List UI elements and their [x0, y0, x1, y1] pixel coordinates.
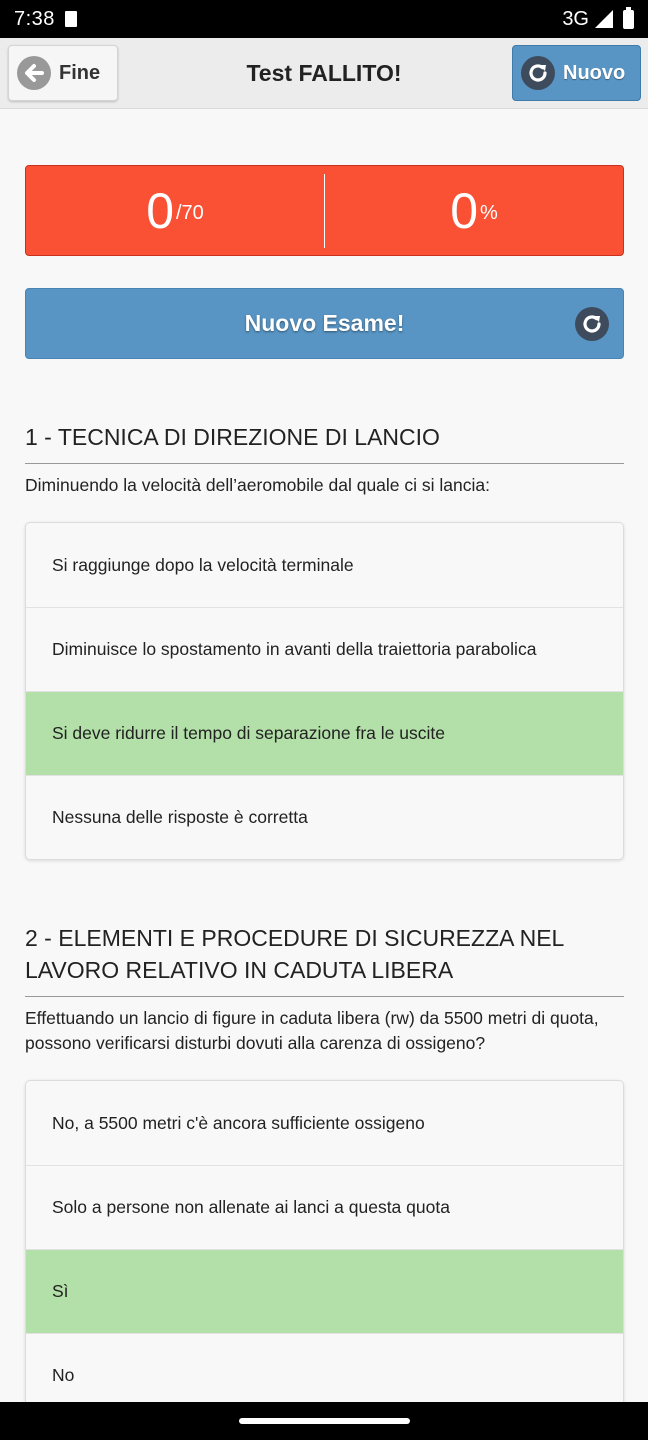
answer-option[interactable]: No, a 5500 metri c'è ancora sufficiente ossigeno — [52, 1112, 425, 1133]
score-total: /70 — [176, 202, 204, 224]
answer-list — [25, 522, 624, 860]
answer-option[interactable]: Nessuna delle risposte è corretta — [26, 775, 623, 859]
answer-list — [25, 1080, 624, 1420]
question-text: Diminuendo la velocità dell’aeromobile dal quale ci si lancia: — [25, 475, 490, 495]
question-text: Effettuando un lancio di figure in caduta libera (rw) da 5500 metri di quota, possono verificarsi disturbi dovuti alla carenza di ossigeno? — [25, 1008, 599, 1053]
sd-card-icon — [65, 11, 77, 27]
back-button-label: Fine — [59, 61, 101, 84]
battery-icon — [623, 10, 634, 29]
score-box — [25, 165, 624, 256]
refresh-icon — [521, 56, 555, 90]
answer-option-correct[interactable]: Si deve ridurre il tempo di separazione fra le uscite — [26, 691, 623, 775]
new-test-button[interactable] — [512, 45, 641, 101]
status-right — [562, 8, 634, 31]
score-correct: 0 — [146, 182, 174, 239]
status-time: 7:38 — [14, 7, 55, 30]
new-test-button-label: Nuovo — [563, 61, 626, 84]
signal-icon — [595, 10, 613, 28]
question-divider — [25, 996, 624, 997]
answer-option[interactable]: No — [26, 1333, 623, 1417]
navigation-bar — [0, 1402, 648, 1440]
status-bar — [0, 0, 648, 38]
network-type: 3G — [562, 7, 589, 30]
answer-option-correct[interactable]: Sì — [26, 1249, 623, 1333]
question-title: 1 - TECNICA DI DIREZIONE DI LANCIO — [25, 424, 440, 450]
score-percent-value: 0 — [450, 182, 478, 239]
score-percentage — [325, 166, 623, 255]
question-title: 2 - ELEMENTI E PROCEDURE DI SICUREZZA NEL LAVORO RELATIVO IN CADUTA LIBERA — [25, 925, 564, 983]
answer-option[interactable]: Diminuisce lo spostamento in avanti della traiettoria parabolica — [26, 607, 623, 691]
question-divider — [25, 463, 624, 464]
answer-option[interactable]: Si raggiunge dopo la velocità terminale — [52, 554, 354, 575]
arrow-left-icon — [17, 56, 51, 90]
refresh-icon — [575, 307, 609, 341]
home-gesture-handle[interactable] — [239, 1418, 410, 1424]
answer-option[interactable]: Solo a persone non allenate ai lanci a questa quota — [26, 1165, 623, 1249]
new-exam-button-label: Nuovo Esame! — [244, 310, 405, 336]
score-count — [26, 166, 324, 255]
page-title: Test FALLITO! — [246, 60, 402, 86]
back-button[interactable] — [8, 45, 118, 101]
new-exam-button[interactable] — [25, 288, 624, 359]
app-header — [0, 38, 648, 109]
score-percent-sign: % — [480, 202, 498, 224]
